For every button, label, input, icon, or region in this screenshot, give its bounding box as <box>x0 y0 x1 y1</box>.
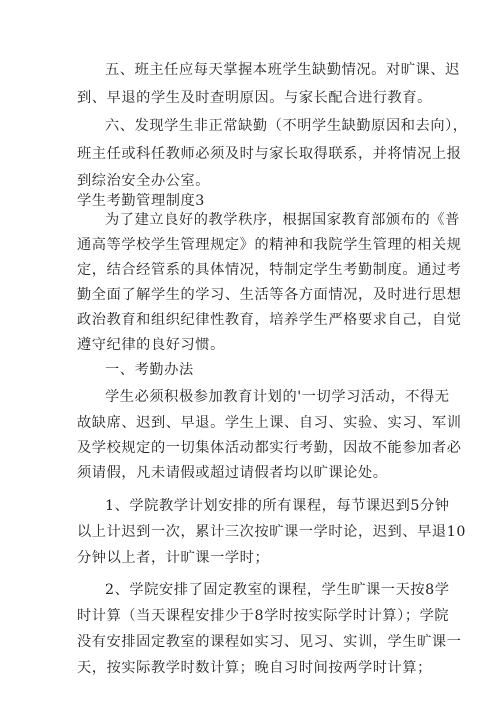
text-line: 定，结合经管系的具体情况，特制定学生考勤制度。通过考 <box>77 262 462 278</box>
section-title: 学生考勤管理制度3 <box>77 193 205 209</box>
text-line: 1、学院教学计划安排的所有课程，每节课迟到5分钟 <box>105 498 450 514</box>
text-line: 及学校规定的一切集体活动都实行考勤，因故不能参加者必 <box>77 440 462 456</box>
text-line: 五、班主任应每天掌握本班学生缺勤情况。对旷课、迟 <box>105 62 460 78</box>
text-line: 政治教育和组织纪律性教育，培养学生严格要求自己，自觉 <box>77 312 462 328</box>
text-line: 到、早退的学生及时查明原因。与家长配合进行教育。 <box>77 90 432 106</box>
subsection-title: 一、考勤办法 <box>105 362 194 378</box>
text-line: 通高等学校学生管理规定》的精神和我院学生管理的相关规 <box>77 237 462 253</box>
text-line: 须请假，凡未请假或超过请假者均以旷课论处。 <box>77 465 388 481</box>
text-line: 班主任或科任教师必须及时与家长取得联系，并将情况上报 <box>77 146 462 162</box>
text-line: 故缺席、迟到、早退。学生上课、自习、实验、实习、军训 <box>77 415 462 431</box>
text-line: 2、学院安排了固定教室的课程，学生旷课一天按8学 <box>105 582 450 598</box>
text-line: 天，按实际教学时数计算；晚自习时间按两学时计算； <box>77 660 432 676</box>
text-line: 到综治安全办公室。 <box>77 173 211 189</box>
text-line: 没有安排固定教室的课程如实习、见习、实训，学生旷课一 <box>77 634 462 650</box>
text-line: 遵守纪律的良好习惯。 <box>77 337 225 353</box>
text-line: 勤全面了解学生的学习、生活等各方面情况，及时进行思想 <box>77 287 462 303</box>
text-line: 以上计迟到一次，累计三次按旷课一学时论，迟到、早退10 <box>77 524 466 540</box>
text-line: 时计算（当天课程安排少于8学时按实际学时计算）；学院 <box>77 608 450 624</box>
text-line: 六、发现学生非正常缺勤（不明学生缺勤原因和去向）， <box>105 118 468 134</box>
text-line: 分钟以上者，计旷课一学时； <box>77 550 270 566</box>
text-line: 为了建立良好的教学秩序，根据国家教育部颁布的《普 <box>105 212 460 228</box>
text-line: 学生必须积极参加教育计划的'一切学习活动，不得无 <box>105 389 450 405</box>
